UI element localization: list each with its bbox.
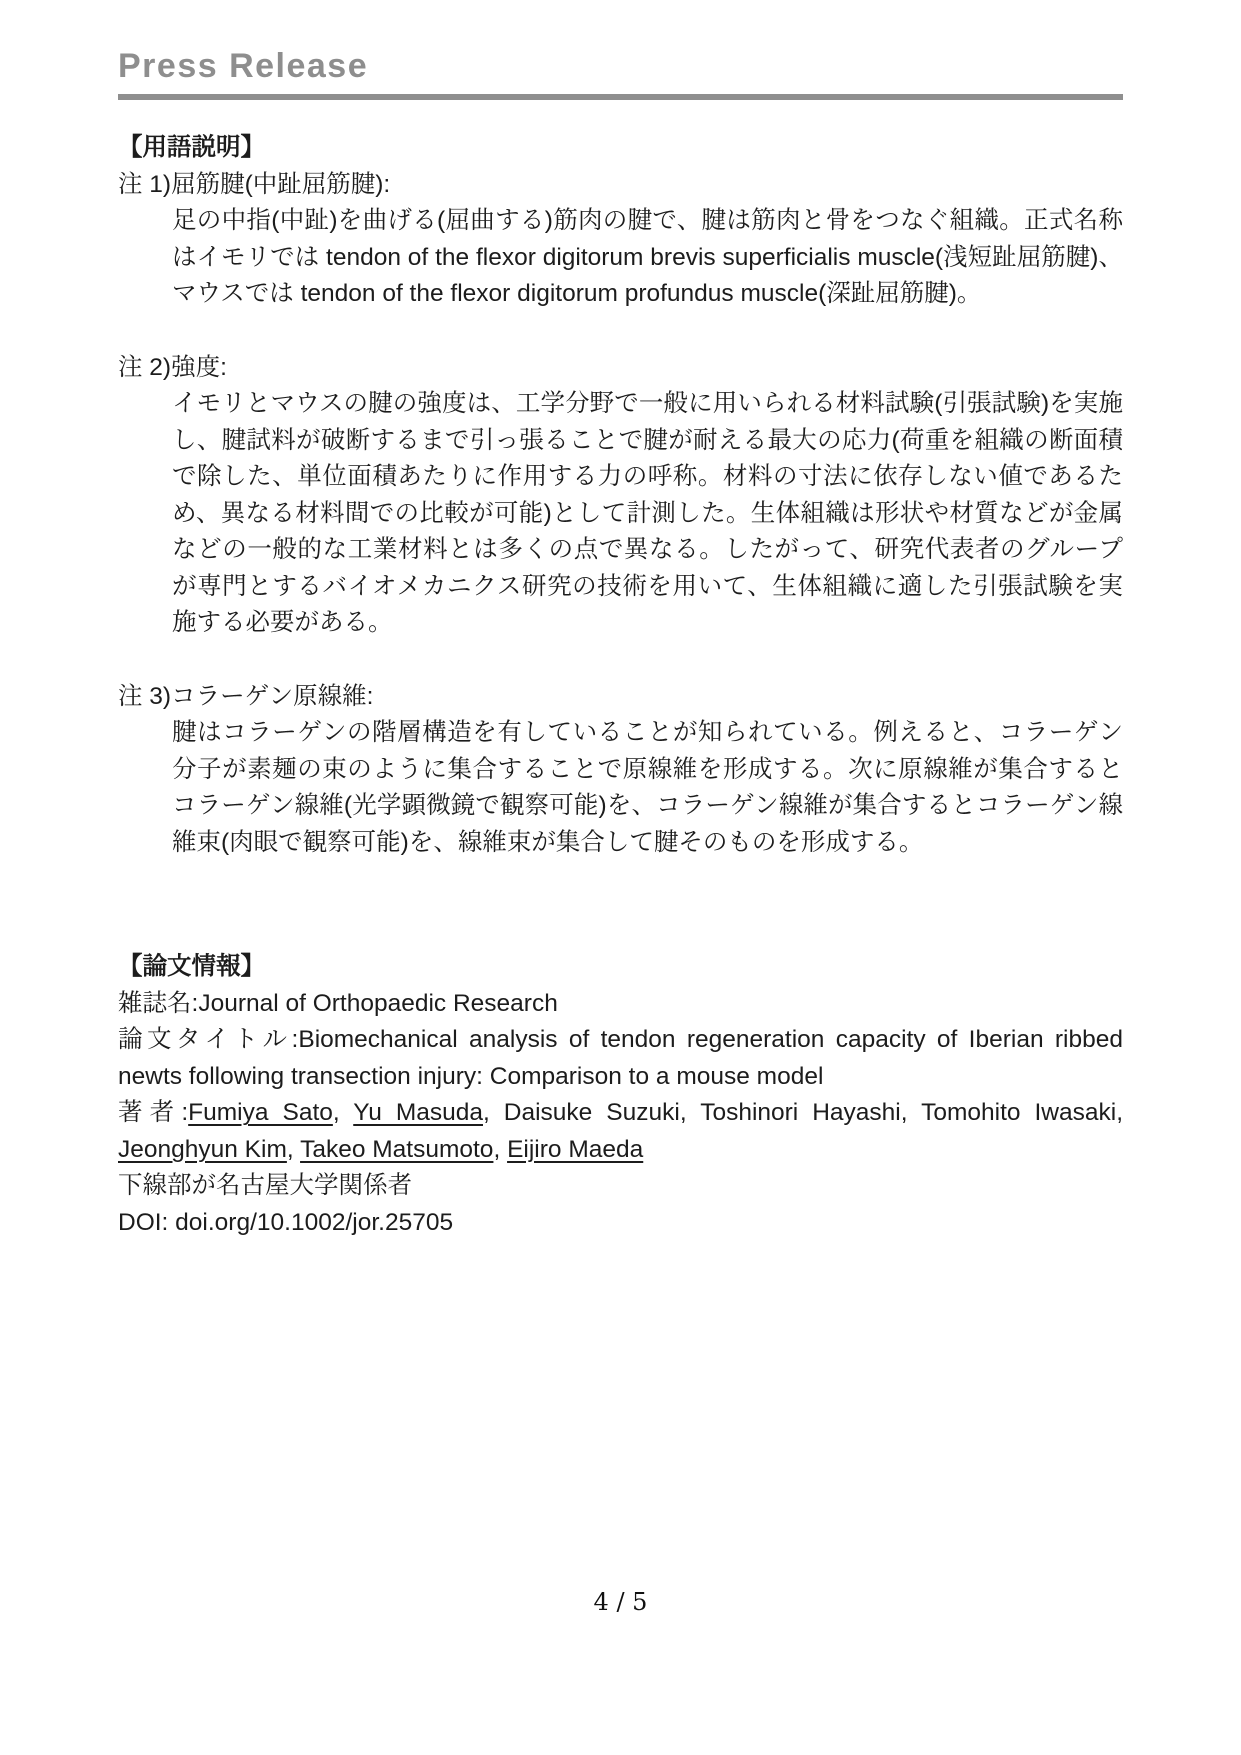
term-3-label: 注 3)コラーゲン原線維:: [118, 682, 374, 710]
author-sep-3: ,: [679, 1099, 701, 1127]
author-sep-1: ,: [332, 1099, 354, 1127]
page-number: 4 / 5: [593, 1588, 648, 1616]
journal-line: [118, 986, 1123, 1023]
paper-info-section: [118, 949, 1123, 1241]
paper-title-line: [118, 1022, 1123, 1095]
glossary-section: [118, 130, 1123, 861]
author-name-2: Yu Masuda: [353, 1099, 483, 1127]
author-name-6: Jeonghyun Kim: [118, 1135, 287, 1163]
term-2-label: 注 2)強度:: [118, 353, 227, 381]
authors-line: [118, 1095, 1123, 1168]
journal-name: Journal of Orthopaedic Research: [198, 989, 558, 1017]
term-item-3: [118, 679, 1123, 862]
author-sep-4: ,: [900, 1099, 922, 1127]
paper-info-heading: 【論文情報】: [118, 953, 265, 981]
author-name-7: Takeo Matsumoto: [300, 1135, 494, 1163]
authors-label: 著者:: [118, 1099, 189, 1127]
term-item-2: [118, 350, 1123, 642]
underline-note: 下線部が名古屋大学関係者: [118, 1172, 412, 1200]
term-3-body: 腱はコラーゲンの階層構造を有していることが知られている。例えると、コラーゲン分子が素麺の束のように集合することで原線維を形成する。次に原線維が集合するとコラーゲン線維(光学顕微鏡で観察可能)を、コラーゲン線維が集合するとコラーゲン線維束(肉眼で観察可能)を、線維束が集合して腱そのものを形成する。: [172, 719, 1123, 856]
author-sep-2: ,: [483, 1099, 504, 1127]
masthead: [118, 48, 1123, 100]
author-name-1: Fumiya Sato: [188, 1099, 333, 1127]
author-sep-5: ,: [1116, 1099, 1124, 1127]
journal-label: 雑誌名:: [118, 989, 199, 1017]
term-1-body: 足の中指(中趾)を曲げる(屈曲する)筋肉の腱で、腱は筋肉と骨をつなぐ組織。正式名称はイモリでは tendon of the flexor digitorum brevis superficialis muscle(浅短趾屈筋腱)、マウスでは tendon of the flexor digitorum profundus muscle(深趾屈筋腱)。: [172, 207, 1123, 308]
term-2-body: イモリとマウスの腱の強度は、工学分野で一般に用いられる材料試験(引張試験)を実施し、腱試料が破断するまで引っ張ることで腱が耐える最大の応力(荷重を組織の断面積で除した、単位面積あたりに作用する力の呼称。材料の寸法に依存しない値であるため、異なる材料間での比較が可能)として計測した。生体組織は形状や材質などが金属などの一般的な工業材料とは多くの点で異なる。したがって、研究代表者のグループが専門とするバイオメカニクス研究の技術を用いて、生体組織に適した引張試験を実施する必要がある。: [172, 390, 1123, 637]
doi-line: DOI: doi.org/10.1002/jor.25705: [118, 1208, 454, 1236]
author-sep-7: ,: [493, 1135, 508, 1163]
author-name-4: Toshinori Hayashi: [700, 1099, 901, 1127]
glossary-heading: 【用語説明】: [118, 134, 265, 162]
paper-title-label: 論文タイトル:: [118, 1026, 299, 1054]
term-1-label: 注 1)屈筋腱(中趾屈筋腱):: [118, 170, 391, 198]
author-name-8: Eijiro Maeda: [507, 1135, 644, 1163]
page-title: Press Release: [118, 47, 369, 85]
author-name-5: Tomohito Iwasaki: [921, 1099, 1117, 1127]
masthead-rule: [118, 94, 1123, 100]
author-sep-6: ,: [286, 1135, 301, 1163]
term-item-1: [118, 167, 1123, 313]
author-name-3: Daisuke Suzuki: [503, 1099, 680, 1127]
paper-title: Biomechanical analysis of tendon regeneration capacity of Iberian ribbed newts following transection injury: Comparison to a mouse model: [118, 1026, 1123, 1090]
